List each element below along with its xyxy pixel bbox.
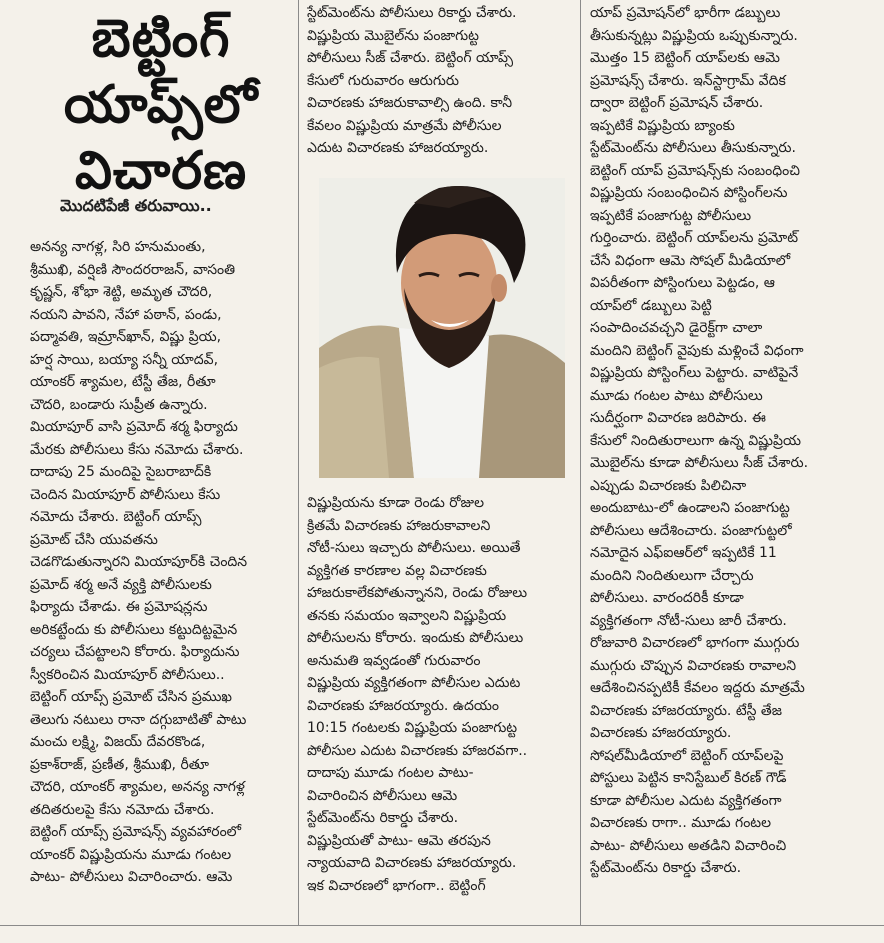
article-text-line: ఇప్పటికే పంజాగుట్ట పోలీసులు: [590, 207, 752, 224]
actor-photo: [319, 178, 565, 478]
article-text-line: ఇప్పటికే విష్ణుప్రియ బ్యాంకు: [590, 117, 735, 134]
article-text-line: ఎదుట విచారణకు హాజరయ్యారు.: [307, 140, 489, 156]
article-text-line: హర్ష సాయి, బయ్యా సన్నీ యాదవ్,: [30, 351, 219, 368]
article-text-line: విచారించిన పోలీసులు ఆమె: [307, 787, 458, 804]
article-text-line: మొబైల్‌ను కూడా పోలీసులు సీజ్ చేశారు.: [590, 455, 809, 471]
article-text-line: స్టేట్‌మెంట్‌ను రికార్డు చేశారు.: [590, 860, 742, 876]
article-text-line: శ్రీముఖి, వర్షిణి సౌందరరాజన్, వాసంతి: [30, 261, 236, 278]
article-text-line: మొత్తం 15 బెట్టింగ్ యాప్‌లకు ఆమె: [590, 50, 780, 66]
article-text-line: యాప్ ప్రమోషన్‌లో భారీగా డబ్బులు: [590, 5, 781, 21]
article-text-line: విష్ణుప్రియను కూడా రెండు రోజుల: [307, 495, 485, 511]
article-text-line: ముగ్గురు చొప్పున విచారణకు రావాలని: [590, 657, 797, 674]
headline-line: బెట్టింగ్: [91, 9, 231, 69]
article-headline: [26, 6, 296, 204]
article-text-line: విచారణకు హాజరుకావాల్సి ఉంది. కానీ: [307, 95, 513, 111]
article-text-line: సోషల్‌మీడియాలో బెట్టింగ్ యాప్‌లపై: [590, 747, 784, 764]
article-text-line: ఫిర్యాదు చేశాడు. ఈ ప్రమోషన్లను: [30, 599, 208, 615]
headline-line: యాప్స్‌లో: [63, 75, 259, 135]
article-text-line: ప్రకాశ్‌రాజ్, ప్రణీత, శ్రీముఖి, రీతూ: [30, 756, 209, 773]
article-text-line: అరికట్టేందు కు పోలీసులు కట్టుదిట్టమైన: [30, 621, 238, 638]
article-text-line: వ్యక్తిగతంగా నోటీ-సులు జారీ చేశారు.: [590, 612, 787, 629]
article-text-line: మంచు లక్ష్మి, విజయ్ దేవరకొండ,: [30, 734, 206, 750]
article-text-line: మందిని బెట్టింగ్ వైపుకు మళ్లించే విధంగా: [590, 342, 804, 359]
article-text-line: అనుమతి ఇవ్వడంతో గురువారం: [307, 652, 481, 669]
article-text-line: చేసే విధంగా ఆమె సోషల్ మీడియాలో: [590, 252, 791, 269]
article-text-line: మియాపూర్ వాసి ప్రమోద్ శర్మ ఫిర్యాదు: [30, 419, 238, 435]
article-text-line: పోస్టులు పెట్టిన కానిస్టేబుల్ కిరణ్ గౌడ్: [590, 770, 787, 786]
article-text-line: స్టేట్‌మెంట్‌ను పోలీసులు తీసుకున్నారు.: [590, 140, 796, 156]
article-text-line: గుర్తించారు. బెట్టింగ్ యాప్‌లను ప్రమోట్: [590, 230, 799, 246]
article-text-line: విపరీతంగా పోస్టింగులు పెట్టడం, ఆ: [590, 275, 775, 291]
article-text-line: కృష్ణన్, శోభా శెట్టి, అమృత చౌదరి,: [30, 284, 213, 300]
article-text-line: నయని పావని, నేహా పఠాన్, పండు,: [30, 306, 222, 323]
article-text-line: చౌదరి, యాంకర్ శ్యామల, అనన్య నాగళ్ల: [30, 779, 245, 795]
article-text-line: రోజువారి విచారణలో భాగంగా ముగ్గురు: [590, 635, 800, 651]
article-text-line: స్టేట్‌మెంట్‌ను పోలీసులు రికార్డు చేశారు.: [307, 5, 517, 21]
article-text-line: కేసులో నిందితురాలుగా ఉన్న విష్ణుప్రియ: [590, 432, 801, 449]
article-column-2-bottom: [307, 492, 577, 897]
article-text-line: బెట్టింగ్ యాప్స్ ప్రమోషన్స్ వ్యవహారంలో: [30, 824, 242, 840]
article-text-line: దాదాపు 25 మందిపై సైబరాబాద్‌కి: [30, 464, 212, 480]
article-text-line: విచారణకు రాగా.. మూడు గంటల: [590, 815, 772, 831]
article-text-line: పాటు- పోలీసులు అతడిని విచారించి: [590, 837, 787, 854]
article-text-line: పాటు- పోలీసులు విచారించారు. ఆమె: [30, 869, 233, 885]
article-text-line: విచారణకు హాజరయ్యారు. ఉదయం: [307, 697, 499, 714]
article-text-line: పోలీసులను కోరారు. ఇందుకు పోలీసులు: [307, 630, 524, 646]
article-text-line: బెట్టింగ్ యాప్స్ ప్రమోట్ చేసిన ప్రముఖ: [30, 689, 232, 705]
article-text-line: ఎప్పుడు విచారణకు పిలిచినా: [590, 477, 747, 494]
bottom-divider: [0, 925, 884, 926]
actor-photo-illustration: [319, 178, 565, 478]
article-text-line: వ్యక్తిగత కారణాల వల్ల విచారణకు: [307, 562, 487, 579]
article-text-line: పోలీసులు సీజ్ చేశారు. బెట్టింగ్ యాప్స్: [307, 50, 514, 66]
column-divider: [298, 0, 299, 925]
article-text-line: పద్మావతి, ఇమ్రాన్‌ఖాన్, విష్ణు ప్రియ,: [30, 329, 222, 345]
article-text-line: యాప్‌లో డబ్బులు పెట్టి: [590, 297, 712, 314]
article-text-line: తదితరులపై కేసు నమోదు చేశారు.: [30, 801, 215, 818]
column-divider: [580, 0, 581, 925]
article-text-line: చెడగొడుతున్నారని మియాపూర్‌కి చెందిన: [30, 554, 248, 570]
article-text-line: విష్ణుప్రియ మొబైల్‌ను పంజాగుట్ట: [307, 27, 479, 44]
article-text-line: కూడా పోలీసుల ఎదుట వ్యక్తిగతంగా: [590, 792, 782, 809]
continued-from-front-page-label: మొదటిపేజీ తరువాయి..: [60, 196, 212, 215]
article-text-line: నమోదైన ఎఫ్‌ఐఆర్‌లో ఇప్పటికే 11: [590, 545, 777, 561]
article-text-line: బెట్టింగ్ యాప్ ప్రమోషన్స్‌కు సంబంధించి: [590, 162, 800, 179]
article-text-line: ఇక విచారణలో భాగంగా.. బెట్టింగ్: [307, 877, 486, 894]
article-column-3: [590, 2, 880, 880]
article-text-line: నమోదు చేశారు. బెట్టింగ్ యాప్స్: [30, 509, 202, 525]
article-text-line: ద్వారా బెట్టింగ్ ప్రమోషన్ చేశారు.: [590, 95, 764, 111]
article-text-line: చెందిన మియాపూర్ పోలీసులు కేసు: [30, 486, 221, 503]
article-text-line: మేరకు పోలీసులు కేసు నమోదు చేశారు.: [30, 441, 244, 458]
article-text-line: యాంకర్ విష్ణుప్రియను మూడు గంటల: [30, 846, 232, 863]
article-text-line: సుదీర్ఘంగా విచారణ జరిపారు. ఈ: [590, 410, 766, 426]
article-text-line: పోలీసుల ఎదుట విచారణకు హాజరవగా..: [307, 742, 528, 759]
article-text-line: 10:15 గంటలకు విష్ణుప్రియ పంజాగుట్ట: [307, 720, 518, 736]
article-text-line: తెలుగు నటులు రానా దగ్గుబాటితో పాటు: [30, 711, 247, 728]
article-text-line: న్యాయవాది విచారణకు హాజరయ్యారు.: [307, 855, 517, 871]
article-text-line: స్టేట్‌మెంట్‌ను రికార్డు చేశారు.: [307, 810, 459, 826]
article-text-line: దాదాపు మూడు గంటల పాటు-: [307, 765, 474, 781]
article-text-line: విష్ణుప్రియతో పాటు- ఆమె తరపున: [307, 832, 491, 849]
article-text-line: మందిని నిందితులుగా చేర్చారు: [590, 567, 754, 584]
article-text-line: కేవలం విష్ణుప్రియ మాత్రమే పోలీసుల: [307, 117, 502, 134]
headline-line: విచారణ: [74, 141, 248, 201]
page-cutoff-strip: [0, 928, 884, 943]
article-text-line: ప్రమోద్ శర్మ అనే వ్యక్తి పోలీసులకు: [30, 576, 212, 593]
article-text-line: విష్ణుప్రియ సంబంధించిన పోస్టింగ్‌లను: [590, 185, 788, 201]
article-text-line: చౌదరి, బండారు సుప్రీత ఉన్నారు.: [30, 396, 208, 413]
article-text-line: నోటీ-సులు ఇచ్చారు పోలీసులు. అయితే: [307, 540, 521, 556]
article-text-line: యాంకర్ శ్యామల, టేస్టీ తేజ, రీతూ: [30, 374, 216, 390]
article-text-line: అందుబాటు-లో ఉండాలని పంజాగుట్ట: [590, 500, 790, 516]
article-text-line: క్రితమే విచారణకు హాజరుకావాలని: [307, 517, 491, 534]
article-text-line: మూడు గంటల పాటు పోలీసులు: [590, 387, 763, 404]
article-text-line: విచారణకు హాజరయ్యారు.: [590, 725, 732, 741]
article-column-2-top: [307, 2, 577, 160]
article-text-line: హాజరుకాలేకపోతున్నానని, రెండు రోజులు: [307, 585, 528, 601]
article-column-1: [30, 236, 295, 889]
article-text-line: పోలీసులు. వారందరికీ కూడా: [590, 590, 744, 606]
article-text-line: విష్ణుప్రియ పోస్టింగ్‌లు పెట్టారు. వాటిపైనే: [590, 365, 799, 381]
article-text-line: పోలీసులు ఆదేశించారు. పంజాగుట్టలో: [590, 522, 792, 539]
article-text-line: అనన్య నాగళ్ల, సిరి హనుమంతు,: [30, 239, 206, 255]
article-text-line: ప్రమోట్ చేసి యువతను: [30, 531, 158, 548]
article-text-line: విచారణకు హాజరయ్యారు. టేస్టీ తేజ: [590, 702, 783, 719]
article-text-line: సంపాదించవచ్చని డైరెక్ట్‌గా చాలా: [590, 320, 763, 336]
article-text-line: ఆదేశించినప్పటికీ కేవలం ఇద్దరు మాత్రమే: [590, 680, 805, 696]
article-text-line: తీసుకున్నట్లు విష్ణుప్రియ ఒప్పుకున్నారు.: [590, 27, 798, 44]
article-text-line: విష్ణుప్రియ వ్యక్తిగతంగా పోలీసుల ఎదుట: [307, 675, 521, 691]
article-text-line: చర్యలు చేపట్టాలని కోరారు. ఫిర్యాదును: [30, 644, 240, 660]
article-text-line: స్వీకరించిన మియాపూర్ పోలీసులు..: [30, 666, 225, 683]
article-text-line: తనకు సమయం ఇవ్వాలని విష్ణుప్రియ: [307, 607, 507, 624]
article-text-line: కేసులో గురువారం ఆరుగురు: [307, 72, 459, 89]
article-text-line: ప్రమోషన్స్ చేశారు. ఇన్‌స్టాగ్రామ్ వేదిక: [590, 72, 786, 89]
